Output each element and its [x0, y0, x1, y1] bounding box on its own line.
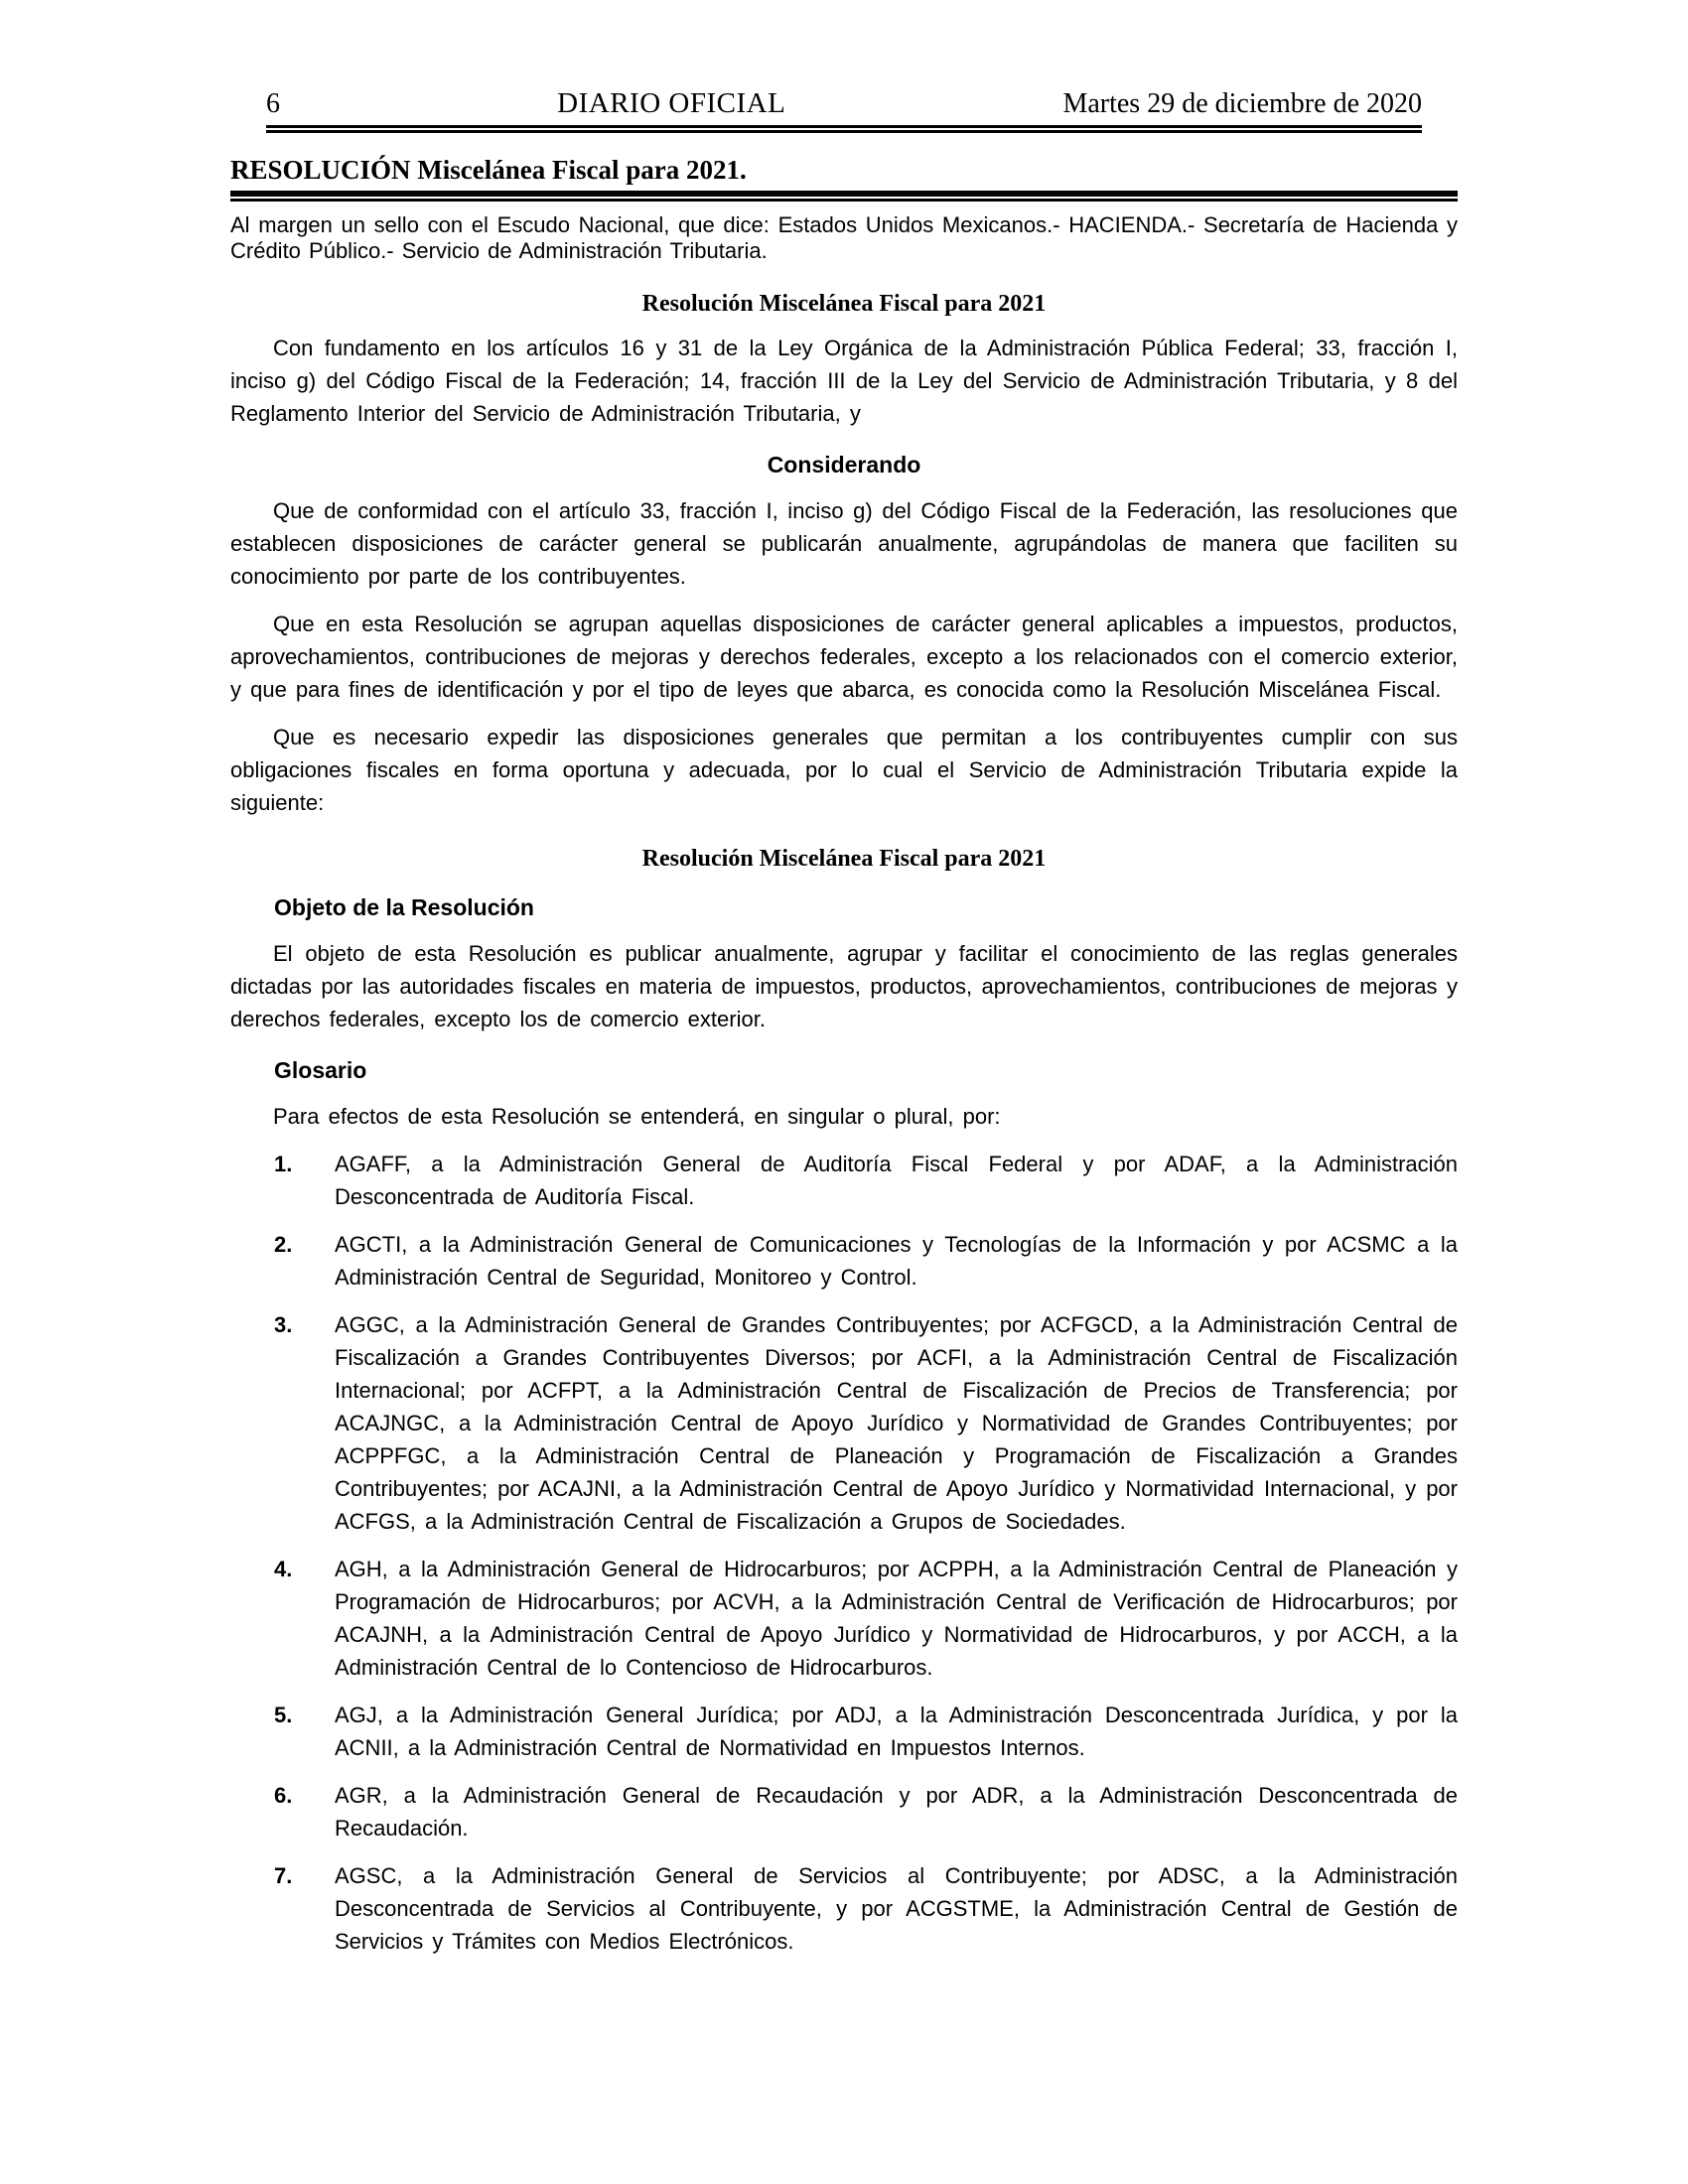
glossary-item-text: AGAFF, a la Administración General de Auditoría Fiscal Federal y por ADAF, a la Administración Desconcentrada de Auditoría Fiscal. [335, 1152, 1458, 1209]
header-rule [266, 125, 1422, 133]
considerando-paragraph-1: Que de conformidad con el artículo 33, fracción I, inciso g) del Código Fiscal de la Federación, las resoluciones que establecen disposiciones de carácter general se publicarán anualmente, agrupándolas de manera que faciliten su conocimiento por parte de los contribuyentes. [230, 498, 1458, 589]
text-column [230, 155, 1458, 1958]
glossary-item [230, 1148, 1458, 1213]
glossary-item-text: AGR, a la Administración General de Recaudación y por ADR, a la Administración Desconcentrada de Recaudación. [335, 1783, 1458, 1841]
glossary-item [230, 1553, 1458, 1684]
glossary-item [230, 1228, 1458, 1294]
objeto-heading: Objeto de la Resolución [274, 894, 534, 920]
glossary-item-text: AGSC, a la Administración General de Servicios al Contribuyente; por ADSC, a la Administración Desconcentrada de Servicios al Contribuyente, y por ACGSTME, la Administración Central de Gestión de Servicios y Trámites con Medios Electrónicos. [335, 1863, 1458, 1954]
glossary-item-text: AGCTI, a la Administración General de Comunicaciones y Tecnologías de la Información y por ACSMC a la Administración Central de Seguridad, Monitoreo y Control. [335, 1232, 1458, 1290]
glossary-item-number: 7. [274, 1863, 293, 1888]
glossary-item-text: AGH, a la Administración General de Hidrocarburos; por ACPPH, a la Administración Central de Planeación y Programación de Hidrocarburos; por ACVH, a la Administración Central de Verificación de Hidrocarburos; por ACAJNH, a la Administración Central de Apoyo Jurídico y Normatividad de Hidrocarburos, y por ACCH, a la Administración Central de lo Contencioso de Hidrocarburos. [335, 1557, 1458, 1680]
considerando-heading: Considerando [767, 452, 921, 478]
glossary-item-number: 4. [274, 1557, 293, 1581]
issue-date: Martes 29 de diciembre de 2020 [1062, 88, 1422, 119]
intro-paragraph: Al margen un sello con el Escudo Nacional, que dice: Estados Unidos Mexicanos.- HACIENDA.- Secretaría de Hacienda y Crédito Público.- Servicio de Administración Tributaria. [230, 212, 1458, 263]
running-header [266, 87, 1422, 120]
kicker-divider [230, 191, 1458, 202]
glossary-item-number: 3. [274, 1312, 293, 1337]
glosario-lead-paragraph: Para efectos de esta Resolución se entenderá, en singular o plural, por: [273, 1104, 1001, 1129]
glossary-item-number: 5. [274, 1703, 293, 1727]
considerando-paragraph-2: Que en esta Resolución se agrupan aquellas disposiciones de carácter general aplicables a impuestos, productos, aprovechamientos, contribuciones de mejoras y derechos federales, excepto a los relacionados con el comercio exterior, y que para fines de identificación y por el tipo de leyes que abarca, es conocida como la Resolución Miscelánea Fiscal. [230, 612, 1458, 702]
glossary-item-text: AGGC, a la Administración General de Grandes Contribuyentes; por ACFGCD, a la Administración Central de Fiscalización a Grandes Contribuyentes Diversos; por ACFI, a la Administración Central de Fiscalización Internacional; por ACFPT, a la Administración Central de Fiscalización de Precios de Transferencia; por ACAJNGC, a la Administración Central de Apoyo Jurídico y Normatividad de Grandes Contribuyentes; por ACPPFGC, a la Administración Central de Planeación y Programación de Fiscalización a Grandes Contribuyentes; por ACAJNI, a la Administración Central de Apoyo Jurídico y Normatividad Internacional, y por ACFGS, a la Administración Central de Fiscalización a Grupos de Sociedades. [335, 1312, 1458, 1534]
glossary-item [230, 1308, 1458, 1538]
legal-basis-paragraph: Con fundamento en los artículos 16 y 31 de la Ley Orgánica de la Administración Pública Federal; 33, fracción I, inciso g) del Código Fiscal de la Federación; 14, fracción III de la Ley del Servicio de Administración Tributaria, y 8 del Reglamento Interior del Servicio de Administración Tributaria, y [230, 336, 1458, 426]
glossary-item [230, 1779, 1458, 1844]
glossary-item [230, 1699, 1458, 1764]
glosario-heading: Glosario [274, 1057, 367, 1083]
masthead: DIARIO OFICIAL [557, 87, 786, 119]
objeto-paragraph: El objeto de esta Resolución es publicar anualmente, agrupar y facilitar el conocimiento de las reglas generales dictadas por las autoridades fiscales en materia de impuestos, productos, aprovechamientos, contribuciones de mejoras y derechos federales, excepto los de comercio exterior. [230, 941, 1458, 1031]
page-number: 6 [266, 88, 280, 119]
considerando-paragraph-3: Que es necesario expedir las disposiciones generales que permitan a los contribuyentes cumplir con sus obligaciones fiscales en forma oportuna y adecuada, por lo cual el Servicio de Administración Tributaria expide la siguiente: [230, 725, 1458, 815]
glossary-item-number: 2. [274, 1232, 293, 1257]
document-kicker: RESOLUCIÓN Miscelánea Fiscal para 2021. [230, 155, 747, 185]
glossary-item-number: 1. [274, 1152, 293, 1176]
glossary-item [230, 1859, 1458, 1958]
resolution-title: Resolución Miscelánea Fiscal para 2021 [641, 291, 1047, 317]
glossary-item-text: AGJ, a la Administración General Jurídica; por ADJ, a la Administración Desconcentrada Jurídica, y por la ACNII, a la Administración Central de Normatividad en Impuestos Internos. [335, 1703, 1458, 1760]
glossary-item-number: 6. [274, 1783, 293, 1808]
resolution-title-2: Resolución Miscelánea Fiscal para 2021 [641, 846, 1047, 872]
